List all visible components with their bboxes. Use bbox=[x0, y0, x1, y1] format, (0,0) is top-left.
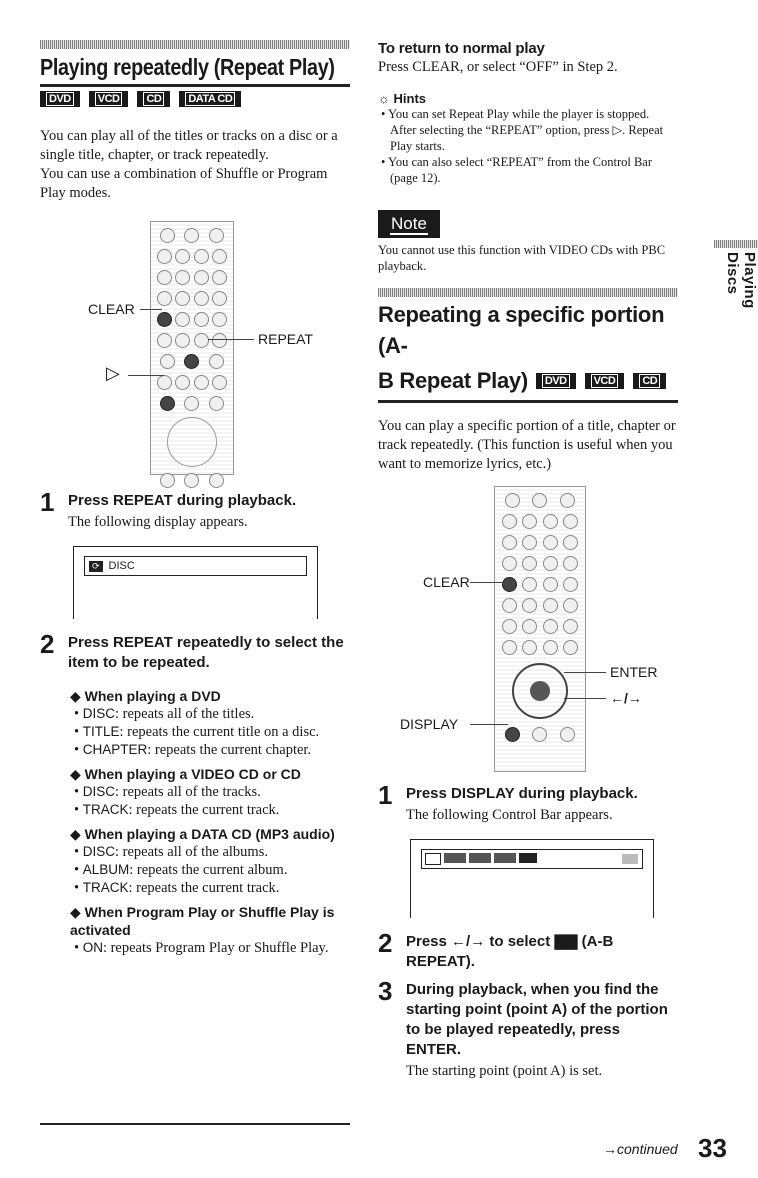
list-item: • TITLE: repeats the current title on a disc. bbox=[74, 724, 320, 740]
repeat-icon bbox=[425, 853, 441, 865]
step-description: The following display appears. bbox=[68, 514, 248, 530]
menu-icon bbox=[469, 853, 491, 863]
subheading-program-shuffle: ◆ When Program Play or Shuffle Play is activated bbox=[70, 904, 335, 938]
list-item: • TRACK: repeats the current track. bbox=[74, 802, 280, 818]
step-number: 1 bbox=[378, 780, 393, 810]
disc-type-badges bbox=[40, 91, 350, 107]
arrow-left-right-icon: ←/→ bbox=[610, 690, 642, 706]
leader-play bbox=[128, 375, 164, 376]
list-item: • ON: repeats Program Play or Shuffle Play. bbox=[74, 940, 329, 956]
subheading-dvd: ◆ When playing a DVD bbox=[70, 688, 221, 704]
step-text: During playback, when you find the starting point (point A) of the portion to be played repeatedly, press ENTER. bbox=[406, 981, 668, 1058]
badge-dvd: DVD bbox=[536, 373, 576, 389]
right-column bbox=[378, 40, 678, 1081]
control-bar-diagram bbox=[410, 839, 654, 918]
repeat-indicator-icon: ⟳ bbox=[89, 561, 103, 572]
control-bar-icons bbox=[425, 853, 537, 865]
left-column bbox=[40, 40, 350, 957]
remote-label-clear: CLEAR bbox=[88, 301, 135, 317]
step-text: Press REPEAT repeatedly to select the item to be repeated. bbox=[68, 634, 344, 671]
section-title-ab-repeat-line2: B Repeat Play) bbox=[378, 368, 528, 393]
section-title-repeat-play: Playing repeatedly (Repeat Play) bbox=[40, 54, 335, 80]
play-icon: ▷ bbox=[106, 363, 120, 383]
list-item: • ALBUM: repeats the current album. bbox=[74, 862, 288, 878]
remote-label-clear: CLEAR bbox=[423, 574, 470, 590]
title-rule bbox=[378, 400, 678, 403]
note-block bbox=[378, 210, 678, 274]
step-description: The starting point (point A) is set. bbox=[406, 1063, 603, 1079]
note-text: You cannot use this function with VIDEO CDs with PBC playback. bbox=[378, 243, 666, 273]
ab-repeat-icon bbox=[519, 853, 537, 863]
side-tab-dither bbox=[714, 240, 758, 248]
step-number: 3 bbox=[378, 976, 393, 1006]
intro-paragraph-2: You can use a combination of Shuffle or Program Play modes. bbox=[40, 166, 328, 201]
badge-data-cd: DATA CD bbox=[179, 91, 241, 107]
leader-enter bbox=[564, 672, 606, 673]
disc-type-badges bbox=[536, 373, 666, 389]
play-status-icon bbox=[622, 854, 638, 864]
remote-label-display: DISPLAY bbox=[400, 716, 459, 732]
repeat-options bbox=[40, 687, 350, 957]
subheading-data-cd: ◆ When playing a DATA CD (MP3 audio) bbox=[70, 826, 335, 842]
badge-cd: CD bbox=[137, 91, 170, 107]
ab-intro: You can play a specific portion of a title, chapter or track repeatedly. (This function is useful when you want to memorize lyrics, etc.) bbox=[378, 418, 676, 472]
leader-clear bbox=[140, 309, 162, 310]
side-tab-label: Playing Discs bbox=[724, 252, 758, 309]
step-number: 1 bbox=[40, 487, 55, 517]
return-text: Press CLEAR, or select “OFF” in Step 2. bbox=[378, 59, 618, 75]
step-2-left bbox=[40, 629, 350, 673]
remote-body bbox=[494, 486, 586, 772]
intro-paragraph-1: You can play all of the titles or tracks on a disc or a single title, chapter, or track repeatedly. bbox=[40, 128, 338, 163]
title-dither-bar bbox=[378, 288, 678, 297]
step-number: 2 bbox=[378, 928, 393, 958]
list-item: • DISC: repeats all of the albums. bbox=[74, 844, 268, 860]
remote-label-enter: ENTER bbox=[610, 664, 658, 680]
remote-label-repeat: REPEAT bbox=[258, 331, 313, 347]
note-badge: Note bbox=[378, 210, 440, 238]
display-bar bbox=[84, 556, 307, 576]
leader-clear bbox=[470, 582, 506, 583]
title-dither-bar bbox=[40, 40, 350, 49]
remote-illustration-1 bbox=[40, 203, 350, 483]
menu-icon bbox=[494, 853, 516, 863]
page-number: 33 bbox=[698, 1133, 727, 1163]
control-bar bbox=[421, 849, 643, 869]
menu-icon bbox=[444, 853, 466, 863]
hint-item: • You can set Repeat Play while the player is stopped. After selecting the “REPEAT” option, press ▷. Repeat Play starts. bbox=[381, 107, 664, 153]
lightbulb-icon: ☼ bbox=[378, 91, 394, 106]
step-1-right bbox=[378, 780, 678, 825]
remote-illustration-2 bbox=[378, 474, 678, 774]
hint-item: • You can also select “REPEAT” from the Control Bar (page 12). bbox=[381, 155, 653, 185]
continued-label: →continued bbox=[603, 1141, 678, 1157]
step-2-right bbox=[378, 928, 678, 972]
section-title-ab-repeat-line1: Repeating a specific portion (A- bbox=[378, 302, 665, 358]
step-number: 2 bbox=[40, 629, 55, 659]
step-description: The following Control Bar appears. bbox=[406, 807, 613, 823]
list-item: • DISC: repeats all of the tracks. bbox=[74, 784, 261, 800]
badge-vcd: VCD bbox=[585, 373, 625, 389]
list-item: • DISC: repeats all of the titles. bbox=[74, 706, 255, 722]
list-item: • TRACK: repeats the current track. bbox=[74, 880, 280, 896]
title-line2-row bbox=[378, 363, 678, 398]
subheading-vcd-cd: ◆ When playing a VIDEO CD or CD bbox=[70, 766, 301, 782]
hints-title: ☼ Hints bbox=[378, 91, 427, 106]
display-disc-label: DISC bbox=[108, 560, 135, 572]
step-3-right bbox=[378, 976, 678, 1081]
badge-cd: CD bbox=[633, 373, 666, 389]
badge-vcd: VCD bbox=[89, 91, 129, 107]
leader-arrows bbox=[564, 698, 606, 699]
title-rule bbox=[40, 84, 350, 87]
display-diagram-disc bbox=[73, 546, 318, 619]
leader-display bbox=[470, 724, 508, 725]
badge-dvd: DVD bbox=[40, 91, 80, 107]
side-tab bbox=[718, 250, 758, 340]
step-1-left bbox=[40, 487, 350, 532]
remote-body bbox=[150, 221, 234, 475]
footer-rule bbox=[40, 1123, 350, 1125]
leader-repeat bbox=[208, 339, 254, 340]
step-text: Press DISPLAY during playback. bbox=[406, 785, 638, 802]
list-item: • CHAPTER: repeats the current chapter. bbox=[74, 742, 312, 758]
step-text: Press ←/→ to select ▇▇ (A-B REPEAT). bbox=[406, 933, 614, 970]
step-text: Press REPEAT during playback. bbox=[68, 492, 297, 509]
return-heading: To return to normal play bbox=[378, 40, 545, 57]
